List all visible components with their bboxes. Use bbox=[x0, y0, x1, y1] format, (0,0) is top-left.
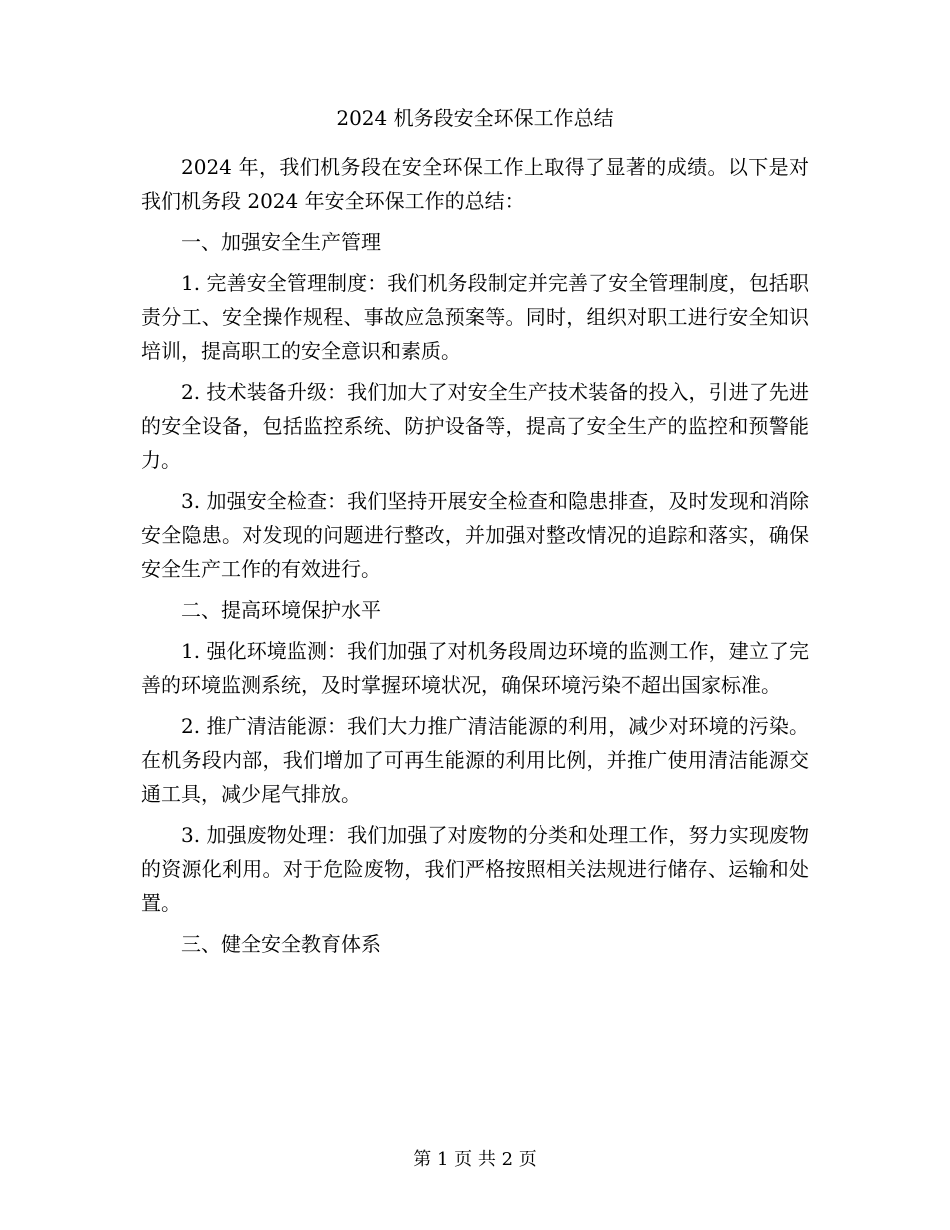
document-title: 2024 机务段安全环保工作总结 bbox=[336, 106, 614, 130]
section-heading-safety: 一、加强安全生产管理 bbox=[181, 230, 381, 254]
section-heading-environment: 二、提高环境保护水平 bbox=[181, 598, 381, 622]
document-body bbox=[141, 150, 809, 968]
page-number: 第 1 页 共 2 页 bbox=[413, 1149, 537, 1170]
safety-item-3: 3. 加强安全检查：我们坚持开展安全检查和隐患排查，及时发现和消除安全隐患。对发现的问题进行整改，并加强对整改情况的追踪和落实，确保安全生产工作的有效进行。 bbox=[141, 489, 809, 581]
safety-item-1: 1. 完善安全管理制度：我们机务段制定并完善了安全管理制度，包括职责分工、安全操作规程、事故应急预案等。同时，组织对职工进行安全知识培训，提高职工的安全意识和素质。 bbox=[141, 271, 809, 363]
environment-item-3: 3. 加强废物处理：我们加强了对废物的分类和处理工作，努力实现废物的资源化利用。对于危险废物，我们严格按照相关法规进行储存、运输和处置。 bbox=[141, 823, 809, 915]
intro-paragraph: 2024 年，我们机务段在安全环保工作上取得了显著的成绩。以下是对我们机务段 2024 年安全环保工作的总结： bbox=[141, 155, 809, 213]
environment-item-2: 2. 推广清洁能源：我们大力推广清洁能源的利用，减少对环境的污染。在机务段内部，我们增加了可再生能源的利用比例，并推广使用清洁能源交通工具，减少尾气排放。 bbox=[141, 714, 809, 806]
section-heading-education: 三、健全安全教育体系 bbox=[181, 932, 381, 956]
environment-item-1: 1. 强化环境监测：我们加强了对机务段周边环境的监测工作，建立了完善的环境监测系统，及时掌握环境状况，确保环境污染不超出国家标准。 bbox=[141, 639, 809, 697]
safety-item-2: 2. 技术装备升级：我们加大了对安全生产技术装备的投入，引进了先进的安全设备，包括监控系统、防护设备等，提高了安全生产的监控和预警能力。 bbox=[141, 380, 809, 472]
